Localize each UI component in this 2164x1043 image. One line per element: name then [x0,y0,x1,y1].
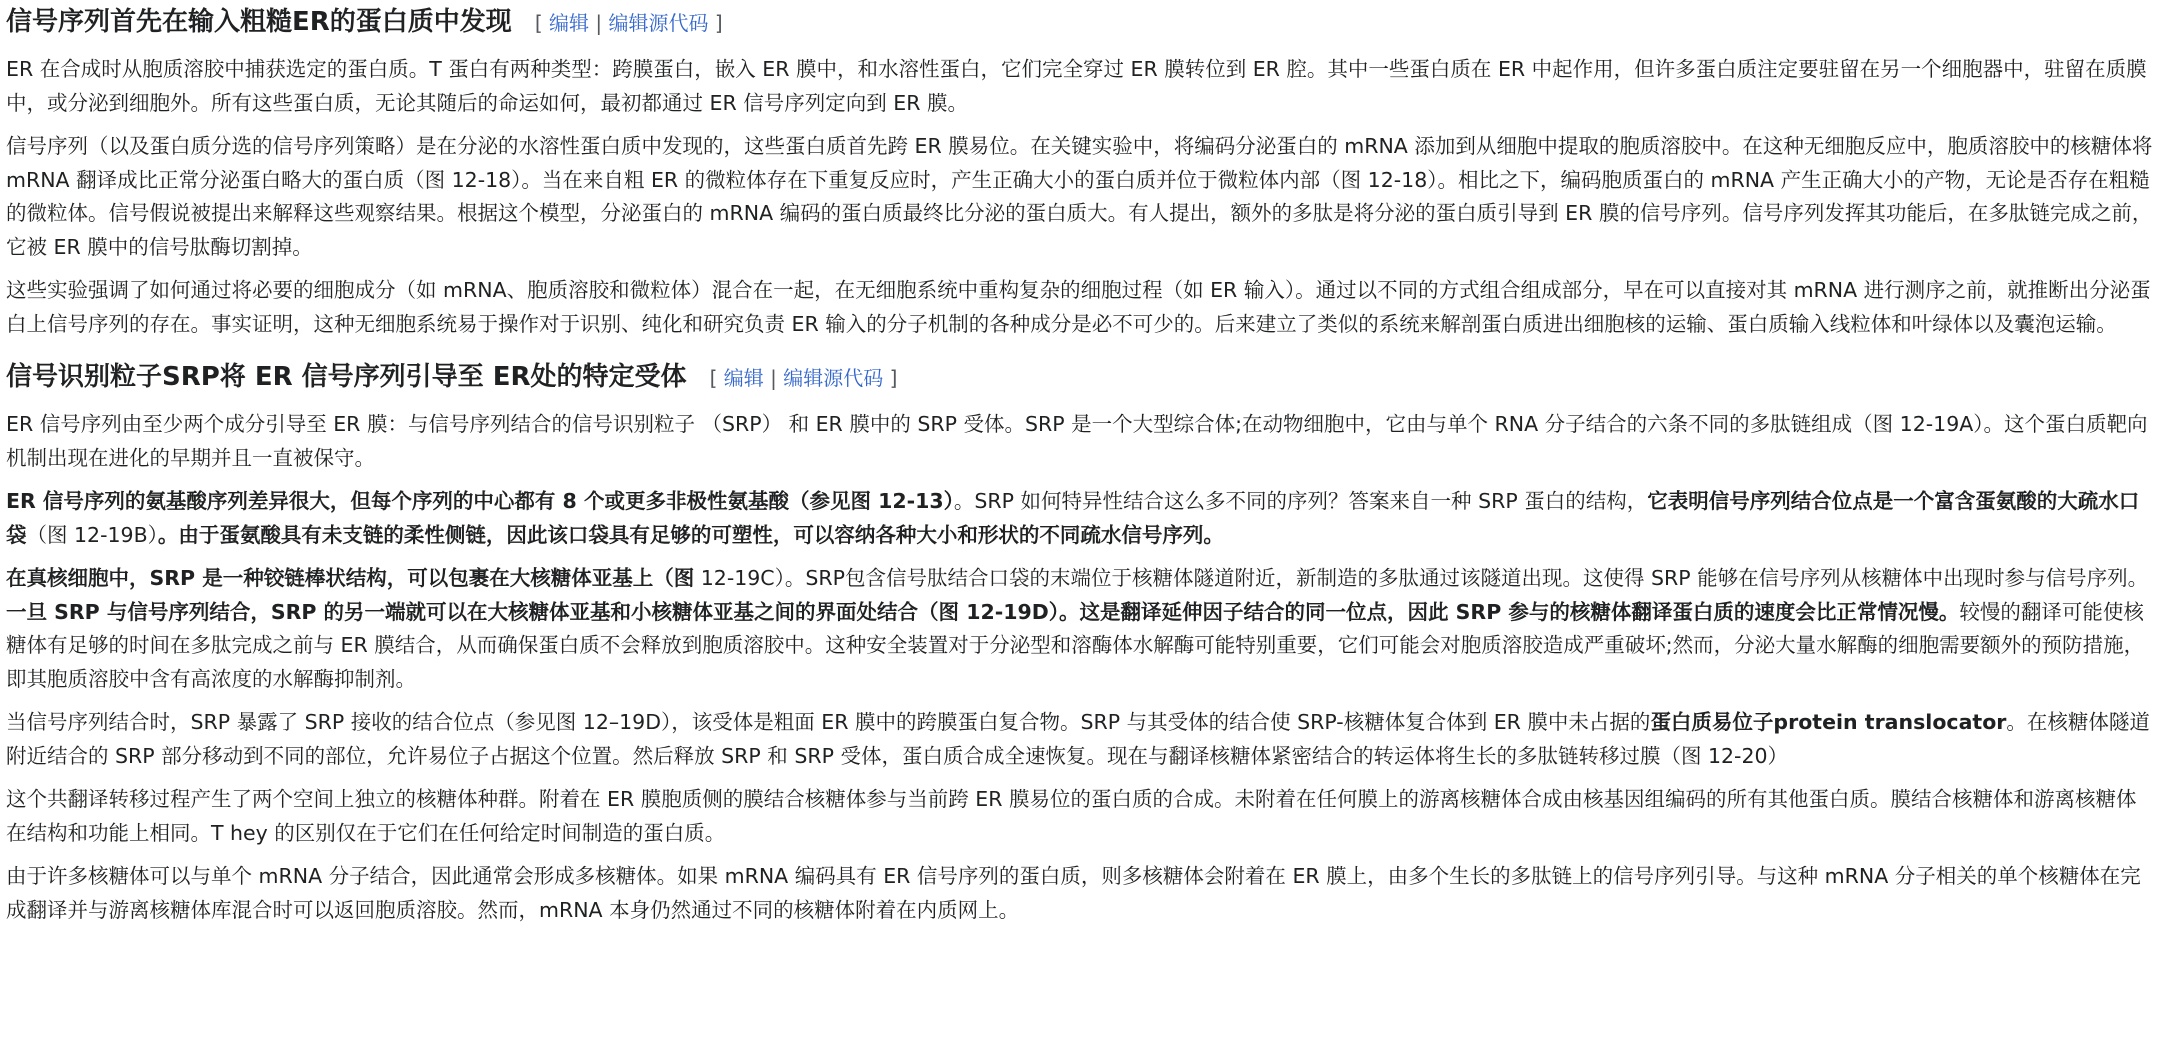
paragraph: 信号序列（以及蛋白质分选的信号序列策略）是在分泌的水溶性蛋白质中发现的，这些蛋白质首先跨 ER 膜易位。在关键实验中，将编码分泌蛋白的 mRNA 添加到从细胞中提取的胞质溶胶中。在这种无细胞反应中，胞质溶胶中的核糖体将 mRNA 翻译成比正常分泌蛋白略大的蛋白质（图 12-18）。当在来自粗 ER 的微粒体存在下重复反应时，产生正确大小的蛋白质并位于微粒体内部（图 12-18）。相比之下，编码胞质蛋白的 mRNA 产生正确大小的产物，无论是否存在粗糙的微粒体。信号假说被提出来解释这些观察结果。根据这个模型，分泌蛋白的 mRNA 编码的蛋白质最终比分泌的蛋白质大。有人提出，额外的多肽是将分泌的蛋白质引导到 ER 膜的信号序列。信号序列发挥其功能后，在多肽链完成之前，它被 ER 膜中的信号肽酶切割掉。 [6,134,2153,259]
bold-text: 在真核细胞中，SRP 是一种铰链棒状结构，可以包裹在大核糖体亚基上（图 [6,566,695,590]
section-heading [6,357,2154,398]
text-run: 当信号序列结合时，SRP 暴露了 SRP 接收的结合位点（参见图 12–19D），该受体是粗面 ER 膜中的跨膜蛋白复合物。SRP 与其受体的结合使 SRP-核糖体复合体到 ER 膜中未占据的 [6,710,1651,734]
text-run: 12-19C）。SRP包含信号肽结合口袋的末端位于核糖体隧道附近，新制造的多肽通过该隧道出现。这使得 SRP 能够在信号序列从核糖体中出现时参与信号序列。 [694,566,2149,590]
edit-link[interactable]: 编辑 [723,366,764,390]
section-title: 信号序列首先在输入粗糙ER的蛋白质中发现 [6,7,512,37]
paragraph [6,706,2154,773]
paragraph: ER 信号序列由至少两个成分引导至 ER 膜：与信号序列结合的信号识别粒子 （SRP） 和 ER 膜中的 SRP 受体。SRP 是一个大型综合体;在动物细胞中，它由与单个 RNA 分子结合的六条不同的多肽链组成（图 12-19A）。这个蛋白质靶向机制出现在进化的早期并且一直被保守。 [6,412,2148,470]
edit-source-link[interactable]: 编辑源代码 [783,366,884,390]
paragraph [6,562,2154,696]
text-run: 较慢的翻译可能使核糖体有足够的时间在多肽完成之前与 ER 膜结合，从而确保蛋白质不会释放到胞质溶胶中。这种安全装置对于分泌型和溶酶体水解酶可能特别重要，它们可能会对胞质溶胶造成严重破坏;然而，分泌大量水解酶的细胞需要额外的预防措施，即其胞质溶胶中含有高浓度的水解酶抑制剂。 [6,599,2145,691]
section-title: 信号识别粒子SRP将 ER 信号序列引导至 ER处的特定受体 [6,362,687,392]
edit-links: [ 编辑 | 编辑源代码 ] [534,11,723,35]
bold-text: ER 信号序列的氨基酸序列差异很大，但每个序列的中心都有 8 个或更多非极性氨基酸（参见图 12-13） [6,489,954,513]
paragraph: 由于许多核糖体可以与单个 mRNA 分子结合，因此通常会形成多核糖体。如果 mRNA 编码具有 ER 信号序列的蛋白质，则多核糖体会附着在 ER 膜上，由多个生长的多肽链上的信号序列引导。与这种 mRNA 分子相关的单个核糖体在完成翻译并与游离核糖体库混合时可以返回胞质溶胶。然而，mRNA 本身仍然通过不同的核糖体附着在内质网上。 [6,864,2141,922]
edit-links: [ 编辑 | 编辑源代码 ] [709,366,898,390]
text-run: 。在核糖体隧道附近结合的 SRP 部分移动到不同的部位，允许易位子占据这个位置。然后释放 SRP 和 SRP 受体，蛋白质合成全速恢复。现在与翻译核糖体紧密结合的转运体将生长的多肽链转移过膜（图 12-20） [6,710,2150,768]
edit-source-link[interactable]: 编辑源代码 [608,11,709,35]
edit-link[interactable]: 编辑 [549,11,590,35]
section-heading [6,2,2154,43]
bold-text: 一旦 SRP 与信号序列结合，SRP 的另一端就可以在大核糖体亚基和小核糖体亚基之间的界面处结合（图 12-19D）。这是翻译延伸因子结合的同一位点，因此 SRP 参与的核糖体翻译蛋白质的速度会比正常情况慢。 [6,599,1960,624]
paragraph: 这些实验强调了如何通过将必要的细胞成分（如 mRNA、胞质溶胶和微粒体）混合在一起，在无细胞系统中重构复杂的细胞过程（如 ER 输入）。通过以不同的方式组合组成部分，早在可以直接对其 mRNA 进行测序之前，就推断出分泌蛋白上信号序列的存在。事实证明，这种无细胞系统易于操作对于识别、纯化和研究负责 ER 输入的分子机制的各种成分是必不可少的。后来建立了类似的系统来解剖蛋白质进出细胞核的运输、蛋白质输入线粒体和叶绿体以及囊泡运输。 [6,278,2151,336]
paragraph: ER 在合成时从胞质溶胶中捕获选定的蛋白质。T 蛋白有两种类型：跨膜蛋白，嵌入 ER 膜中，和水溶性蛋白，它们完全穿过 ER 膜转位到 ER 腔。其中一些蛋白质在 ER 中起作用，但许多蛋白质注定要驻留在另一个细胞器中，驻留在质膜中，或分泌到细胞外。所有这些蛋白质，无论其随后的命运如何，最初都通过 ER 信号序列定向到 ER 膜。 [6,57,2147,115]
text-run: 。SRP 如何特异性结合这么多不同的序列？答案来自一种 SRP 蛋白的结构， [953,489,1648,513]
bold-text: 它表明信号序列结合位点是一个富含蛋氨酸的大疏水口袋 [6,489,2140,547]
bold-text: 。由于蛋氨酸具有未支链的柔性侧链，因此该口袋具有足够的可塑性，可以容纳各种大小和形状的不同疏水信号序列。 [157,522,1224,547]
bold-text: 蛋白质易位子protein translocator [1650,710,2007,734]
paragraph [6,485,2154,552]
paragraph: 这个共翻译转移过程产生了两个空间上独立的核糖体种群。附着在 ER 膜胞质侧的膜结合核糖体参与当前跨 ER 膜易位的蛋白质的合成。未附着在任何膜上的游离核糖体合成由核基因组编码的所有其他蛋白质。膜结合核糖体和游离核糖体在结构和功能上相同。T hey 的区别仅在于它们在任何给定时间制造的蛋白质。 [6,787,2137,845]
text-run: （图 12-19B） [26,522,158,547]
